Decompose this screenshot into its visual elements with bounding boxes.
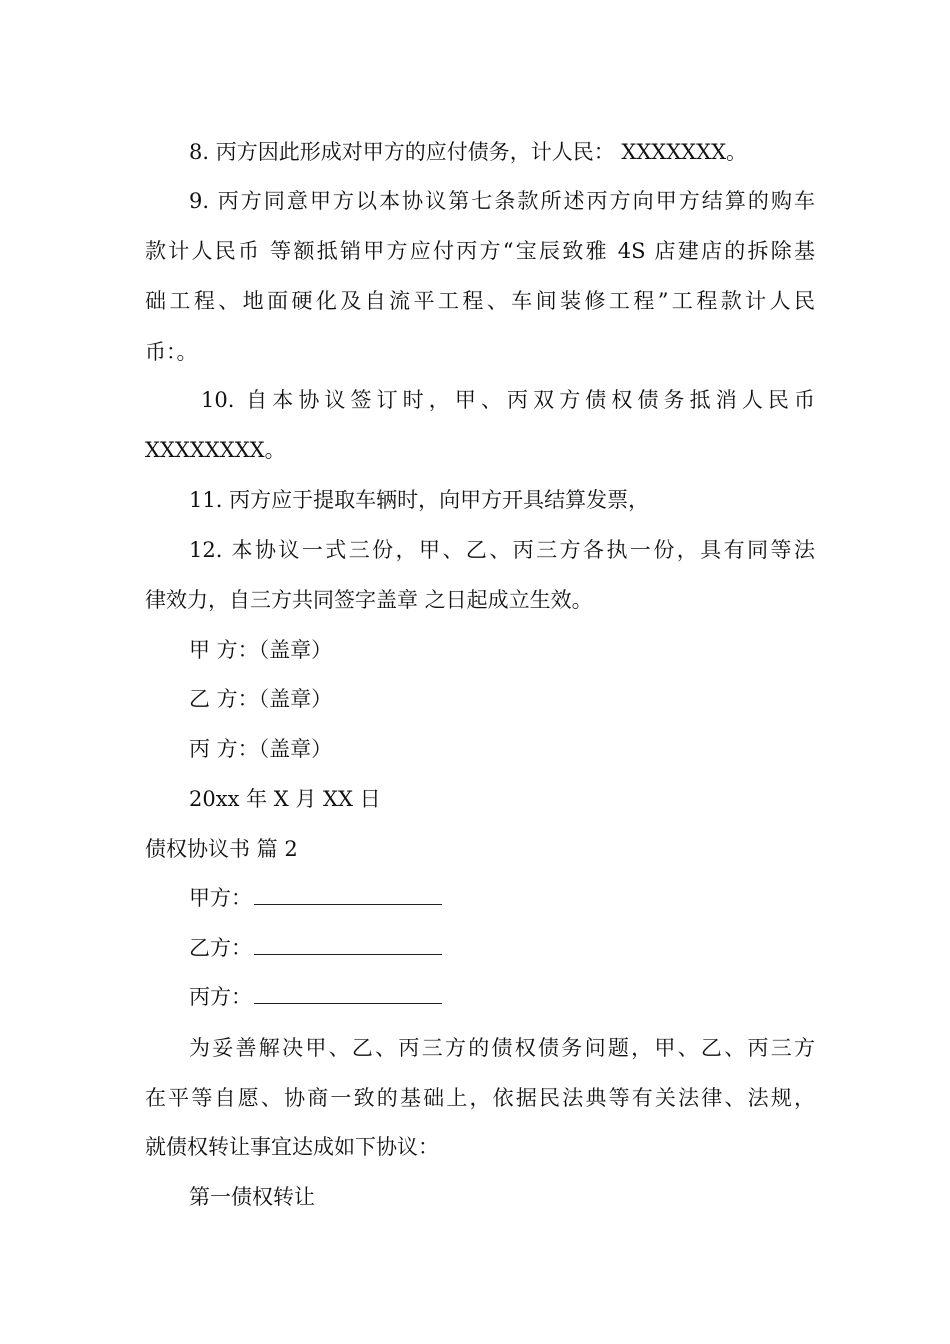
preamble-line-2: 在平等自愿、协商一致的基础上，依据民法典等有关法律、法规， [145, 1086, 815, 1110]
clause-10-line-2: XXXXXXXX。 [145, 438, 286, 462]
party-a-field [189, 884, 815, 912]
party-a-seal: 甲 方：（盖章） [189, 638, 333, 662]
clause-8: 8. 丙方因此形成对甲方的应付债务，计人民： XXXXXXX。 [189, 140, 748, 164]
party-b-blank-line [254, 934, 442, 955]
party-a-blank-line [254, 884, 442, 905]
clause-9-line-4: 币：。 [145, 340, 198, 364]
party-c-seal: 丙 方：（盖章） [189, 737, 333, 761]
signing-date: 20xx 年 X 月 XX 日 [189, 787, 381, 811]
party-a-label: 甲方： [189, 886, 252, 910]
preamble-line-1: 为妥善解决甲、乙、丙三方的债权债务问题，甲、乙、丙三方 [189, 1036, 815, 1060]
party-b-seal: 乙 方：（盖章） [189, 687, 333, 711]
party-c-blank-line [254, 983, 442, 1004]
clause-9-line-1: 9. 丙方同意甲方以本协议第七条款所述丙方向甲方结算的购车 [189, 189, 815, 213]
party-b-label: 乙方： [189, 936, 252, 960]
clause-12-line-2: 律效力，自三方共同签字盖章 之日起成立生效。 [145, 588, 593, 612]
clause-12-line-1: 12. 本协议一式三份，甲、乙、丙三方各执一份，具有同等法 [189, 538, 815, 562]
party-c-label: 丙方： [189, 985, 252, 1009]
section-heading: 债权协议书 篇 2 [145, 837, 298, 861]
clause-9-line-2: 款计人民币 等额抵销甲方应付丙方“宝辰致雅 4S 店建店的拆除基 [145, 239, 815, 263]
clause-11: 11. 丙方应于提取车辆时，向甲方开具结算发票， [189, 488, 650, 512]
article-1-heading: 第一债权转让 [189, 1185, 315, 1209]
preamble-line-3: 就债权转让事宜达成如下协议： [145, 1135, 439, 1159]
clause-10-line-1: 10. 自本协议签订时，甲、丙双方债权债务抵消人民币 [201, 388, 815, 412]
clause-9-line-3: 础工程、地面硬化及自流平工程、车间装修工程”工程款计人民 [145, 289, 815, 313]
party-c-field [189, 983, 815, 1011]
party-b-field [189, 934, 815, 962]
